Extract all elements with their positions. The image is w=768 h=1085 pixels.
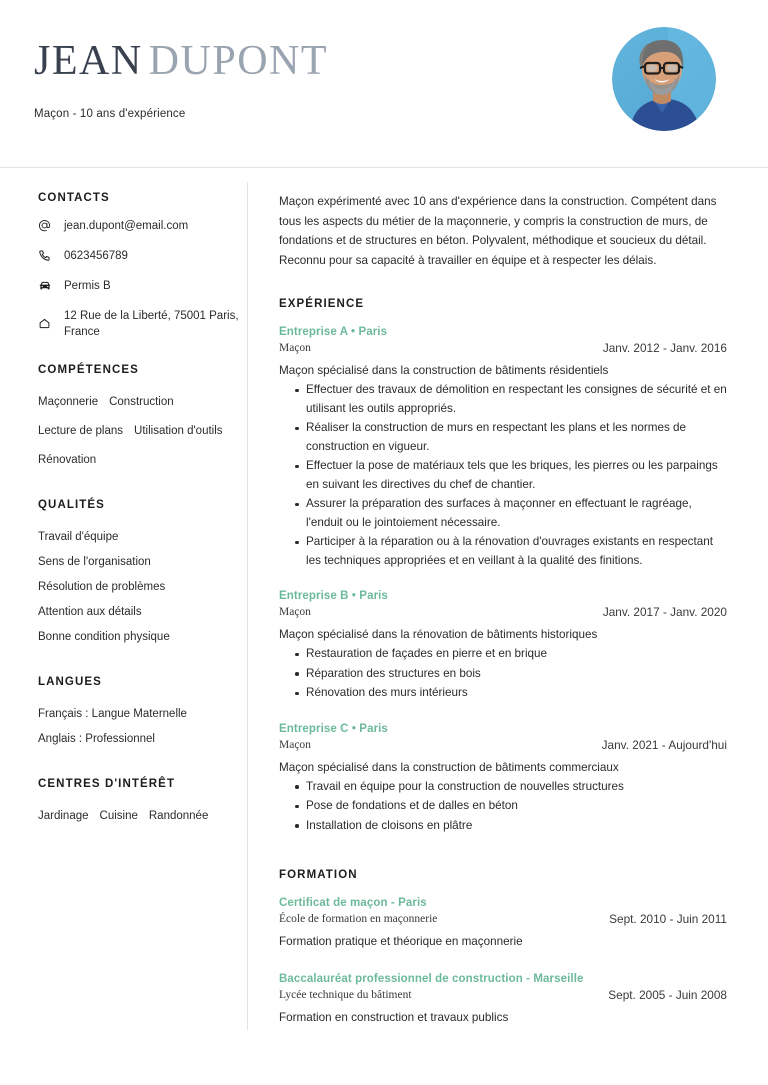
experience-bullet: Réparation des structures en bois <box>295 665 727 684</box>
experience-bullet: Pose de fondations et de dalles en béton <box>295 797 727 816</box>
sidebar <box>0 192 251 855</box>
contact-license <box>38 278 251 294</box>
interest-tag: Jardinage <box>38 810 89 822</box>
experience-entry <box>279 590 727 703</box>
experience-bullet: Réaliser la construction de murs en respectant les plans et les normes de construction en vigueur. <box>295 419 727 456</box>
avatar <box>612 27 716 131</box>
contact-license-text: Permis B <box>64 280 111 292</box>
contacts-heading: CONTACTS <box>38 192 110 204</box>
education-meta-line <box>279 988 727 1003</box>
education-school: École de formation en maçonnerie <box>279 913 438 925</box>
contact-email-text: jean.dupont@email.com <box>64 220 189 232</box>
interest-tag: Cuisine <box>99 810 138 822</box>
experience-dates: Janv. 2021 - Aujourd'hui <box>601 737 727 752</box>
qualities-heading: QUALITÉS <box>38 499 105 511</box>
first-name: JEAN <box>34 38 143 84</box>
skills-section <box>38 364 251 473</box>
experience-meta-line <box>279 341 727 356</box>
language-item: Anglais : Professionnel <box>38 733 155 745</box>
skill-tag: Construction <box>109 396 174 408</box>
education-degree: Baccalauréat professionnel de construction - Marseille <box>279 973 584 985</box>
experience-bullet: Installation de cloisons en plâtre <box>295 817 727 836</box>
column-divider <box>247 182 248 1030</box>
profile-summary: Maçon expérimenté avec 10 ans d'expérience dans la construction. Compétent dans tous les aspects du métier de la maçonnerie, y compris la construction de murs, de fondations et de structures en béton. Polyvalent, méthodique et soucieux du détail. Reconnu pour sa capacité à travailler en équipe et à respecter les délais. <box>279 195 717 267</box>
languages-section <box>38 676 251 752</box>
experience-bullet: Effectuer des travaux de démolition en respectant les consignes de sécurité et en utilisant les outils appropriés. <box>295 381 727 418</box>
interests-heading: CENTRES D'INTÉRÊT <box>38 778 176 790</box>
experience-entry <box>279 326 727 570</box>
quality-item: Sens de l'organisation <box>38 556 151 568</box>
job-title: Maçon - 10 ans d'expérience <box>34 108 186 120</box>
experience-company: Entreprise B • Paris <box>279 590 388 602</box>
education-degree: Certificat de maçon - Paris <box>279 897 427 909</box>
experience-bullet: Effectuer la pose de matériaux tels que les briques, les pierres ou les parpaings en suivant les directives du chef de chantier. <box>295 457 727 494</box>
education-heading: FORMATION <box>279 869 358 881</box>
education-entry <box>279 897 727 951</box>
contact-phone[interactable] <box>38 248 251 264</box>
profile-photo <box>612 27 716 131</box>
experience-bullet: Restauration de façades en pierre et en brique <box>295 645 727 664</box>
education-description: Formation en construction et travaux publics <box>279 1011 509 1024</box>
education-dates: Sept. 2005 - Juin 2008 <box>608 988 727 1002</box>
home-icon <box>38 308 56 330</box>
experience-role: Maçon <box>279 342 311 354</box>
education-section <box>279 869 727 1027</box>
education-meta-line <box>279 912 727 927</box>
experience-bullet: Travail en équipe pour la construction de nouvelles structures <box>295 778 727 797</box>
experience-bullet: Assurer la préparation des surfaces à maçonner en effectuant le ragréage, l'enduit ou le jointoiement nécessaire. <box>295 495 727 532</box>
skill-tag: Lecture de plans <box>38 425 124 437</box>
contacts-section <box>38 192 251 340</box>
quality-item: Résolution de problèmes <box>38 581 166 593</box>
experience-meta-line <box>279 738 727 753</box>
experience-bullets <box>279 645 727 703</box>
experience-meta-line <box>279 605 727 620</box>
skill-tag: Rénovation <box>38 454 97 466</box>
education-description: Formation pratique et théorique en maçonnerie <box>279 935 523 948</box>
education-entry <box>279 973 727 1027</box>
header-identity <box>34 0 328 120</box>
contact-address-text: 12 Rue de la Liberté, 75001 Paris, France <box>64 310 239 338</box>
experience-entry <box>279 723 727 836</box>
languages-heading: LANGUES <box>38 676 102 688</box>
skills-heading: COMPÉTENCES <box>38 364 139 376</box>
interest-tag: Randonnée <box>148 810 209 822</box>
education-dates: Sept. 2010 - Juin 2011 <box>609 912 727 926</box>
interests-list <box>38 804 251 829</box>
experience-role: Maçon <box>279 606 311 618</box>
contact-phone-text: 0623456789 <box>64 250 128 262</box>
experience-bullet: Rénovation des murs intérieurs <box>295 684 727 703</box>
quality-item: Attention aux détails <box>38 606 142 618</box>
experience-description: Maçon spécialisé dans la construction de bâtiments commerciaux <box>279 760 619 774</box>
experience-bullets <box>279 778 727 836</box>
experience-description: Maçon spécialisé dans la rénovation de bâtiments historiques <box>279 628 598 641</box>
contact-email[interactable] <box>38 218 251 234</box>
page-title <box>34 36 328 86</box>
experience-bullets <box>279 381 727 570</box>
skill-tag: Maçonnerie <box>38 396 99 408</box>
skill-tag: Utilisation d'outils <box>134 425 223 437</box>
resume-body <box>0 168 768 1035</box>
experience-heading: EXPÉRIENCE <box>279 298 365 310</box>
skills-list <box>38 390 251 473</box>
contact-address <box>38 308 251 340</box>
resume-header <box>0 0 768 168</box>
qualities-list <box>38 525 251 650</box>
experience-entries <box>279 326 727 835</box>
quality-item: Travail d'équipe <box>38 531 119 543</box>
education-school: Lycée technique du bâtiment <box>279 989 412 1001</box>
last-name: DUPONT <box>148 38 329 84</box>
quality-item: Bonne condition physique <box>38 631 170 643</box>
main-column <box>251 192 768 1035</box>
at-icon <box>38 218 56 232</box>
interests-section <box>38 778 251 829</box>
experience-company: Entreprise A • Paris <box>279 326 388 338</box>
experience-dates: Janv. 2012 - Janv. 2016 <box>602 341 727 355</box>
language-item: Français : Langue Maternelle <box>38 708 187 720</box>
languages-list <box>38 702 251 752</box>
experience-role: Maçon <box>279 738 311 751</box>
phone-icon <box>38 248 56 262</box>
education-entries <box>279 897 727 1027</box>
experience-description: Maçon spécialisé dans la construction de bâtiments résidentiels <box>279 364 609 377</box>
experience-dates: Janv. 2017 - Janv. 2020 <box>602 605 727 619</box>
qualities-section <box>38 499 251 650</box>
experience-bullet: Participer à la réparation ou à la rénovation d'ouvrages existants en respectant les techniques appropriées et en veillant à la qualité des finitions. <box>295 533 727 570</box>
experience-company: Entreprise C • Paris <box>279 722 388 735</box>
experience-section <box>279 298 727 835</box>
car-icon <box>38 278 56 293</box>
